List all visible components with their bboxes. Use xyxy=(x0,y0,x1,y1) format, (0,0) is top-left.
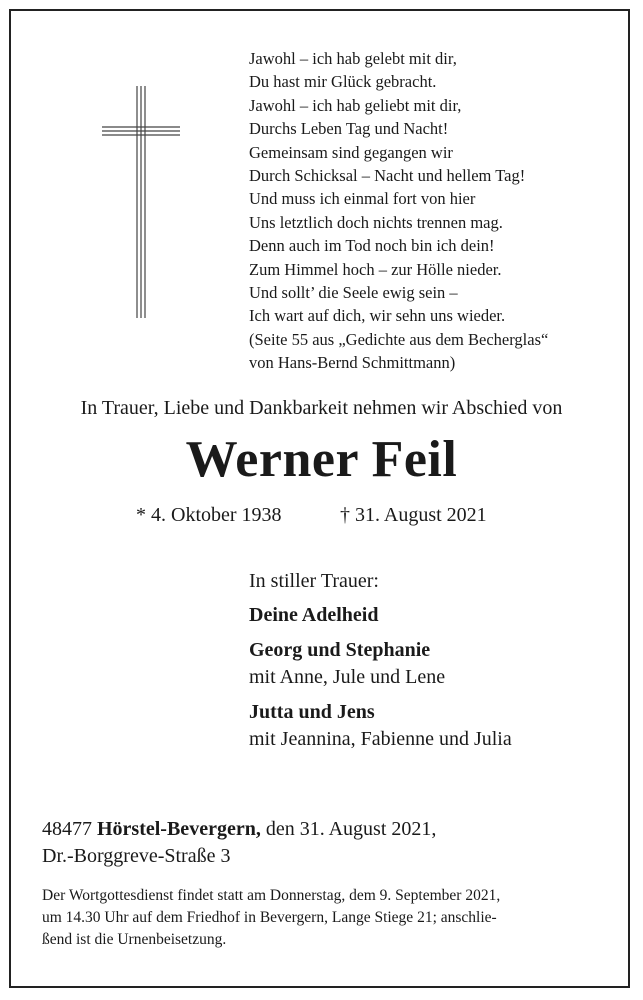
notice-line: ßend ist die Urnenbeisetzung. xyxy=(42,931,227,948)
poem-source-line: (Seite 55 aus „Gedichte aus dem Becherglas“ xyxy=(249,329,549,349)
poem-line: Jawohl – ich hab geliebt mit dir, xyxy=(249,95,462,115)
poem-line: Uns letztlich doch nichts trennen mag. xyxy=(249,212,503,232)
service-notice xyxy=(42,885,602,951)
poem-line: Durch Schicksal – Nacht und hellem Tag! xyxy=(249,166,526,186)
poem-author-line: von Hans-Bernd Schmittmann) xyxy=(249,353,456,373)
family-names: Jutta und Jens xyxy=(249,701,375,723)
poem-line: Gemeinsam sind gegangen wir xyxy=(249,142,453,162)
poem-line: Und sollt’ die Seele ewig sein – xyxy=(249,283,458,303)
mourners-list xyxy=(249,568,512,752)
family-children: mit Anne, Jule und Lene xyxy=(249,665,446,688)
poem-line: Jawohl – ich hab gelebt mit dir, xyxy=(249,49,457,68)
death-date: † 31. August 2021 xyxy=(340,504,487,526)
city-name: Hörstel-Bevergern, xyxy=(97,818,261,840)
location-line xyxy=(42,816,436,842)
poem xyxy=(249,47,619,375)
family-children: mit Jeannina, Fabienne und Julia xyxy=(249,727,512,750)
poem-line: Und muss ich einmal fort von hier xyxy=(249,189,476,209)
spouse-name: Deine Adelheid xyxy=(249,603,379,626)
poem-line: Durchs Leben Tag und Nacht! xyxy=(249,119,449,139)
family-names: Georg und Stephanie xyxy=(249,639,431,661)
deceased-name: Werner Feil xyxy=(185,431,458,488)
cross-icon xyxy=(102,86,180,318)
poem-line: Denn auch im Tod noch bin ich dein! xyxy=(249,236,495,256)
poem-line: Zum Himmel hoch – zur Hölle nieder. xyxy=(249,259,502,279)
street-address: Dr.-Borggreve-Straße 3 xyxy=(42,845,231,867)
notice-line: Der Wortgottesdienst findet statt am Donnerstag, dem 9. September 2021, xyxy=(42,887,501,904)
postal-code: 48477 xyxy=(42,818,92,840)
location-date: den 31. August 2021, xyxy=(265,818,437,840)
birth-date: * 4. Oktober 1938 xyxy=(136,504,282,526)
mourners-heading: In stiller Trauer: xyxy=(249,570,379,592)
poem-line: Du hast mir Glück gebracht. xyxy=(249,72,437,92)
poem-line: Ich wart auf dich, wir sehn uns wieder. xyxy=(249,306,506,326)
farewell-intro: In Trauer, Liebe und Dankbarkeit nehmen wir Abschied von xyxy=(80,397,563,419)
notice-line: um 14.30 Uhr auf dem Friedhof in Bevergern, Lange Stiege 21; anschlie- xyxy=(42,909,497,926)
